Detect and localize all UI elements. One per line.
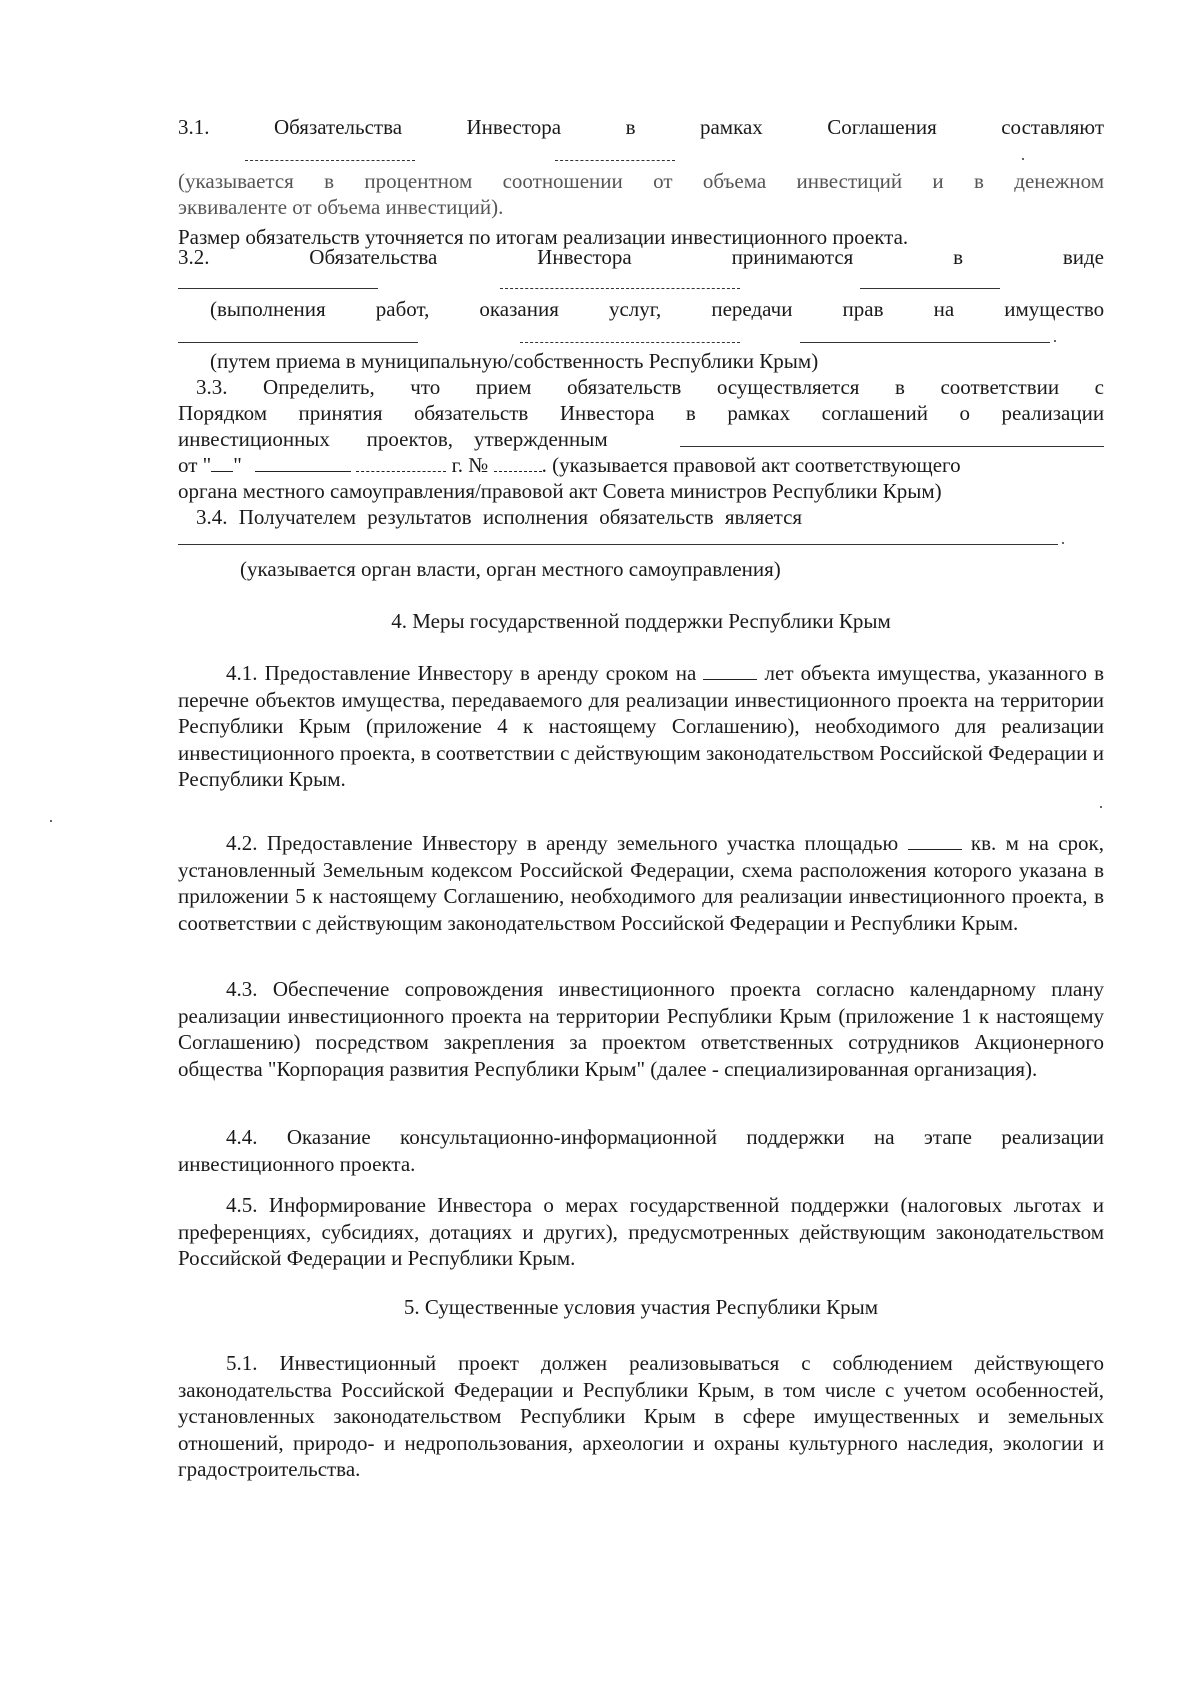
clause-text: в [625, 115, 636, 139]
period-mark [1054, 340, 1056, 342]
fill-line [178, 288, 378, 289]
note-3-1: (указывается в процентном соотношении от объема инвестиций и в денежном [178, 169, 1104, 193]
period-mark [1062, 542, 1064, 544]
scan-speck [50, 820, 52, 822]
clause-text: рамках [699, 115, 763, 139]
fill-line [500, 288, 740, 289]
clause-4-2: 4.2. Предоставление Инвестору в аренду земельного участка площадью кв. м на срок, установленный Земельным кодексом Российской Федерации, схема расположения которого указана в приложении 5 к настоящему Соглашению, необходимого для реализации инвестиционного проекта, в соответствии с действующим законодательством Российской Федерации и Республики Крым. [178, 831, 1104, 935]
fill-line [800, 342, 1050, 343]
clause-text: Инвестора [466, 115, 562, 139]
clause-text: Обязательства [273, 115, 403, 139]
section-4-heading: 4. Меры государственной поддержки Республики Крым [391, 609, 891, 633]
clause-3-3-line4: от " " г. № . (указывается правовой акт соответствующего [178, 453, 961, 477]
clause-3-3-line3: инвестиционных проектов, утвержденным [178, 427, 608, 451]
clause-3-2: 3.2. Обязательства Инвестора принимаются в виде [178, 245, 1104, 269]
fill-line [178, 544, 1058, 545]
year-blank [356, 453, 446, 472]
area-blank [908, 831, 962, 850]
clause-4-4: 4.4. Оказание консультационно-информационной поддержки на этапе реализации инвестиционного проекта. [178, 1125, 1104, 1176]
clause-5-1: 5.1. Инвестиционный проект должен реализовываться с соблюдением действующего законодательства Российской Федерации и Республики Крым, в том числе с учетом особенностей, установленных законодательством Республики Крым в сфере имущественных и земельных отношений, природо- и недропользования, археологии и охраны культурного наследия, экологии и градостроительства. [178, 1351, 1104, 1482]
clause-3-3-line2: Порядком принятия обязательств Инвестора в рамках соглашений о реализации [178, 401, 1105, 425]
term-blank [703, 661, 757, 680]
note-3-4: (указывается орган власти, орган местного самоуправления) [240, 557, 781, 581]
number-blank [494, 453, 542, 472]
period-mark [1022, 158, 1024, 160]
fill-line [178, 342, 418, 343]
clause-4-5: 4.5. Информирование Инвестора о мерах государственной поддержки (налоговых льготах и преференциях, субсидиях, дотациях и других), предусмотренных действующим законодательством Российской Федерации и Республики Крым. [178, 1193, 1104, 1271]
clause-text: составляют [1001, 115, 1105, 139]
month-blank [255, 453, 351, 472]
day-blank [211, 453, 233, 472]
clause-number: 3.1. [178, 115, 210, 139]
note-3-2-cont: (путем приема в муниципальную/собственность Республики Крым) [210, 349, 819, 373]
fill-line [860, 288, 1000, 289]
fill-line [680, 446, 1104, 447]
fill-line [520, 342, 740, 343]
clause-4-3: 4.3. Обеспечение сопровождения инвестиционного проекта согласно календарному плану реализации инвестиционного проекта на территории Республики Крым (приложение 1 к настоящему Соглашению) посредством закрепления за проектом ответственных сотрудников Акционерного общества "Корпорация развития Республики Крым" (далее - специализированная организация). [178, 977, 1104, 1081]
size-note: Размер обязательств уточняется по итогам реализации инвестиционного проекта. [178, 225, 909, 249]
note-3-2: (выполнения работ, оказания услуг, передачи прав на имущество [210, 297, 1105, 321]
clause-3-3-line5: органа местного самоуправления/правовой акт Совета министров Республики Крым) [178, 479, 942, 503]
scan-speck [1100, 806, 1102, 808]
section-5-heading: 5. Существенные условия участия Республики Крым [403, 1295, 879, 1319]
fill-line [245, 160, 415, 161]
clause-3-3: 3.3. Определить, что прием обязательств осуществляется в соответствии с [196, 375, 1104, 399]
note-3-1-cont: эквиваленте от объема инвестиций). [178, 195, 504, 219]
clause-3-1 [178, 114, 1104, 140]
fill-line [555, 160, 675, 161]
clause-3-4: 3.4. Получателем результатов исполнения обязательств является [196, 505, 803, 529]
clause-4-1: 4.1. Предоставление Инвестору в аренду сроком на лет объекта имущества, указанного в перечне объектов имущества, передаваемого для реализации инвестиционного проекта на территории Республики Крым (приложение 4 к настоящему Соглашению), необходимого для реализации инвестиционного проекта, в соответствии с действующим законодательством Российской Федерации и Республики Крым. [178, 661, 1105, 792]
clause-text: Соглашения [827, 115, 937, 139]
